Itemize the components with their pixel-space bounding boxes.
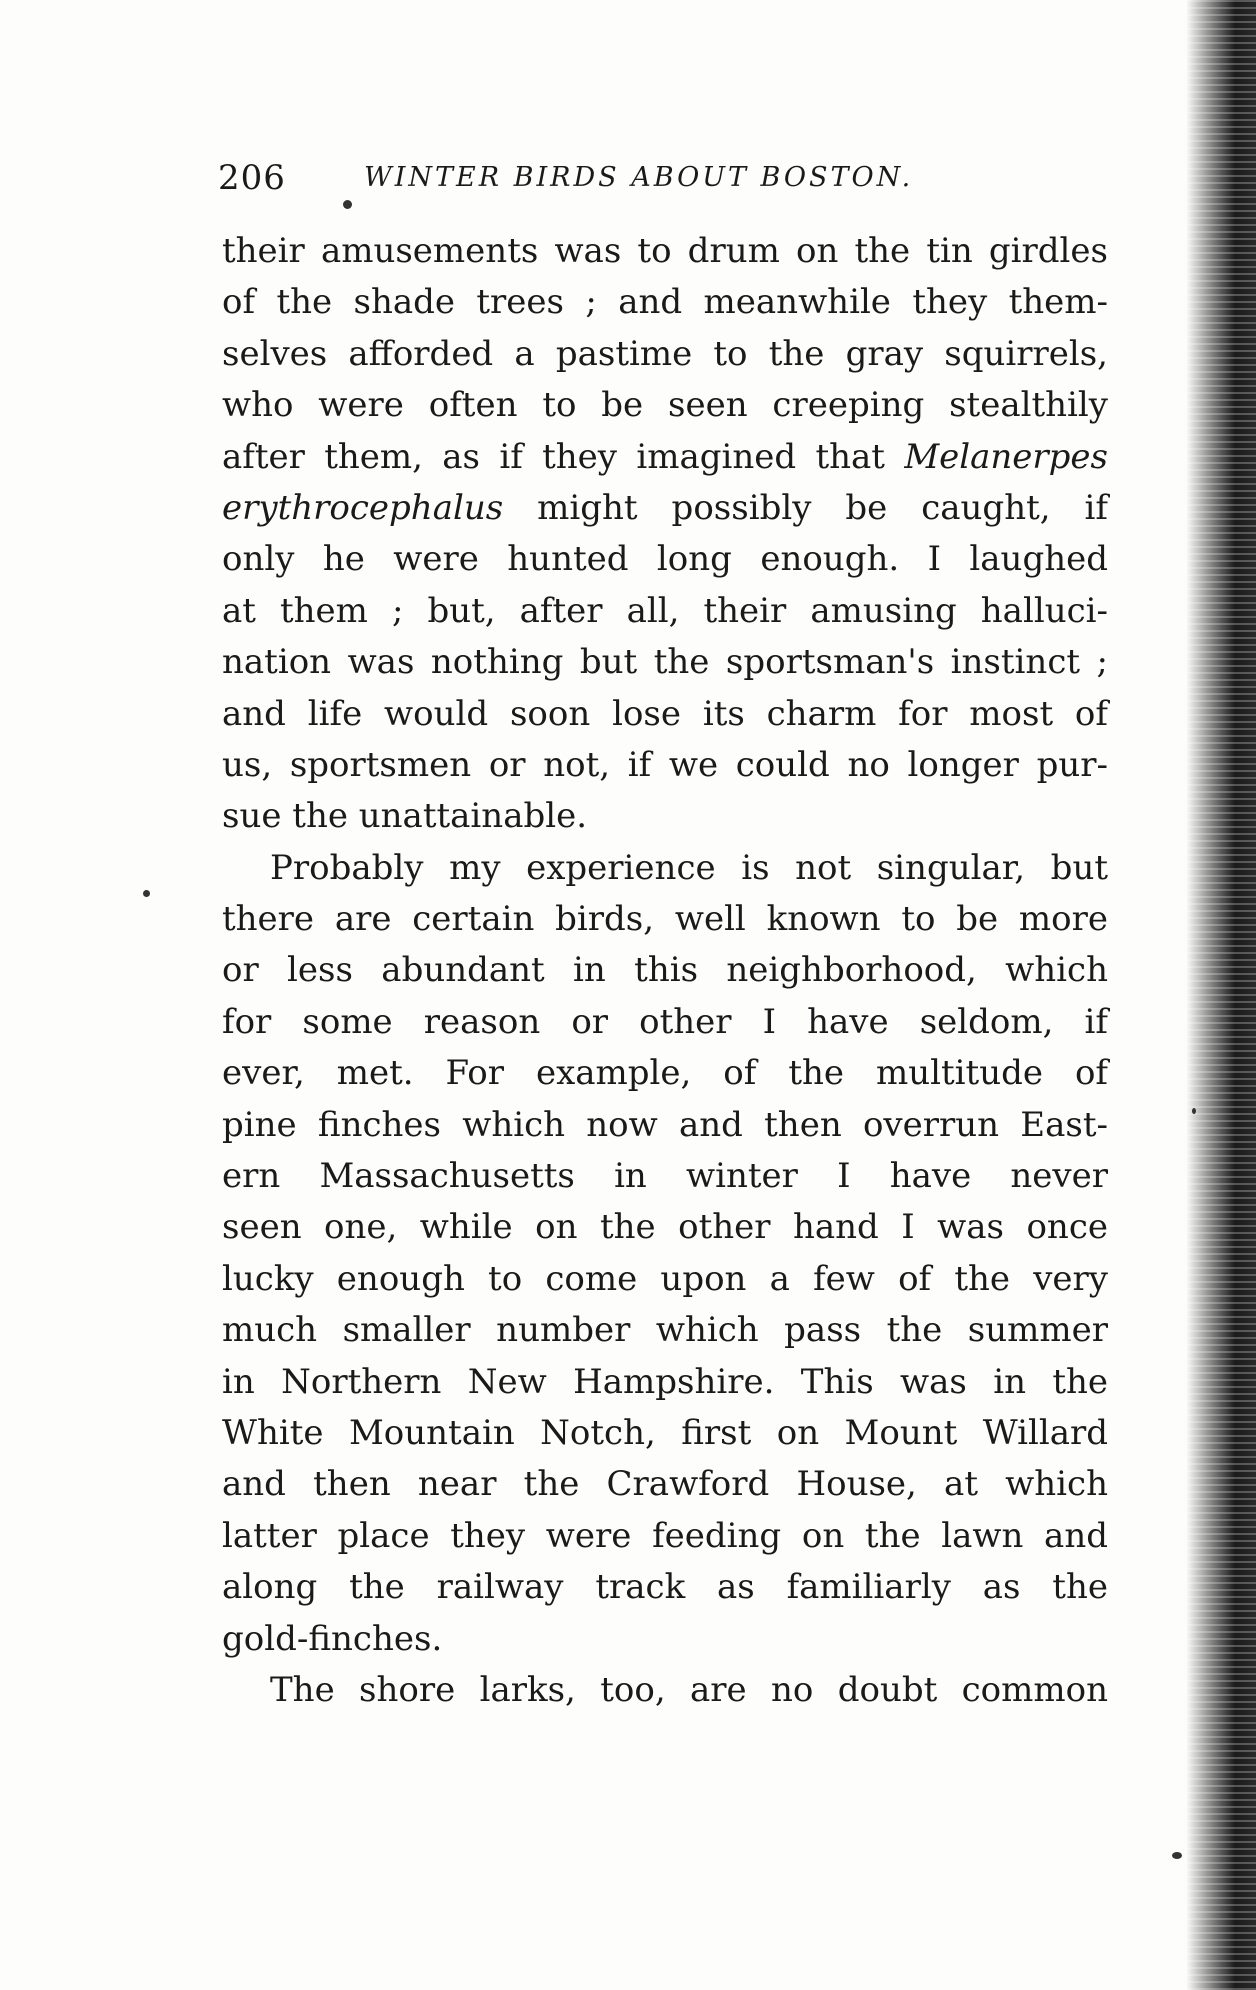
paragraph-3 [222, 1665, 1108, 1716]
page-gutter-shadow [1186, 0, 1256, 1990]
text-line: ever, met. For example, of the multitude of [222, 1053, 1108, 1094]
text-line: sue the unattainable. [222, 796, 588, 837]
text-line: in Northern New Hampshire. This was in the [222, 1361, 1108, 1402]
text-line: and then near the Crawford House, at which [222, 1464, 1108, 1505]
text-line: Probably my experience is not singular, but [270, 847, 1108, 888]
paragraph-1 [222, 226, 1108, 843]
ink-speck [1172, 1852, 1182, 1859]
text-line: ern Massachusetts in winter I have never [222, 1156, 1108, 1197]
text-line: who were often to be seen creeping stealthily [222, 385, 1108, 426]
page-header [218, 152, 1058, 204]
text-line: much smaller number which pass the summer [222, 1310, 1108, 1351]
text-line: us, sportsmen or not, if we could no longer pur- [222, 744, 1108, 785]
text-line: for some reason or other I have seldom, if [222, 1001, 1108, 1042]
ink-speck [1192, 1108, 1196, 1114]
ink-speck [343, 200, 352, 209]
text-line: or less abundant in this neighborhood, which [222, 950, 1108, 991]
text-line: The shore larks, too, are no doubt common [270, 1669, 1108, 1710]
text-line: latter place they were feeding on the lawn and [222, 1515, 1108, 1556]
text-line: of the shade trees ; and meanwhile they them- [222, 282, 1108, 323]
paragraph-2 [222, 843, 1108, 1665]
text-line: only he were hunted long enough. I laughed [222, 539, 1108, 580]
running-title: WINTER BIRDS ABOUT BOSTON. [364, 162, 914, 193]
text-fragment: might possibly be caught, if [537, 487, 1108, 528]
text-line: seen one, while on the other hand I was once [222, 1207, 1108, 1248]
scientific-name-genus: Melanerpes [904, 436, 1108, 477]
body-text [222, 226, 1108, 1716]
page-number: 206 [218, 158, 286, 198]
text-line [222, 483, 1108, 534]
text-line: selves afforded a pastime to the gray squirrels, [222, 333, 1108, 374]
text-line: nation was nothing but the sportsman's instinct ; [222, 642, 1108, 683]
text-line [222, 432, 1108, 483]
text-line: lucky enough to come upon a few of the very [222, 1258, 1108, 1299]
text-line: and life would soon lose its charm for most of [222, 693, 1108, 734]
text-line: pine finches which now and then overrun East- [222, 1104, 1108, 1145]
text-fragment: after them, as if they imagined that [222, 436, 885, 477]
text-line: White Mountain Notch, first on Mount Willard [222, 1412, 1108, 1453]
text-line: at them ; but, after all, their amusing halluci- [222, 590, 1108, 631]
text-line: along the railway track as familiarly as the [222, 1567, 1108, 1608]
scientific-name-species: erythrocephalus [222, 487, 504, 528]
text-line: their amusements was to drum on the tin girdles [222, 231, 1108, 271]
text-line: there are certain birds, well known to be more [222, 899, 1108, 940]
ink-speck [143, 890, 150, 897]
text-line: gold-finches. [222, 1618, 443, 1659]
